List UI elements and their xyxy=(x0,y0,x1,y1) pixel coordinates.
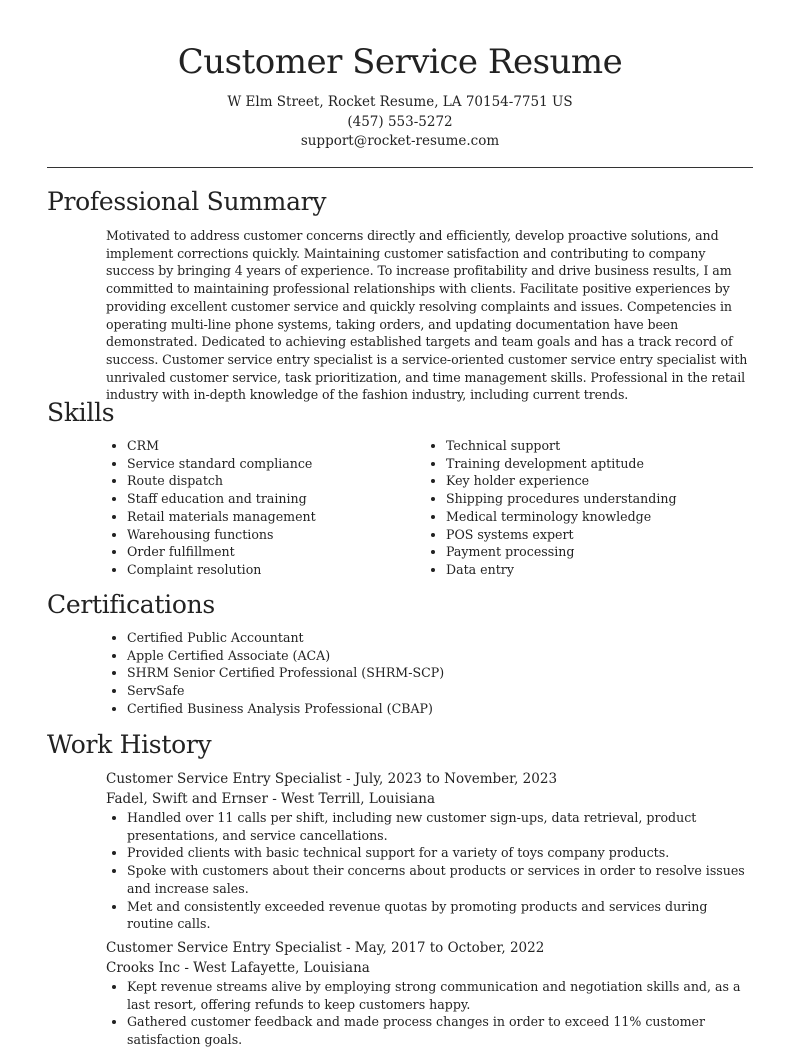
certifications-heading: Certifications xyxy=(47,590,215,619)
skill-item: Data entry xyxy=(425,561,677,579)
skill-item: Medical terminology knowledge xyxy=(425,508,677,526)
contact-email[interactable]: support@rocket-resume.com xyxy=(300,133,500,149)
certification-item: Certified Public Accountant xyxy=(106,629,444,647)
skill-item: Route dispatch xyxy=(106,472,316,490)
skill-item: CRM xyxy=(106,437,316,455)
skill-item: Technical support xyxy=(425,437,677,455)
job-duty-item: Gathered customer feedback and made process changes in order to exceed 11% customer satisfaction goals. xyxy=(106,1013,756,1048)
skill-item: Service standard compliance xyxy=(106,455,316,473)
skill-item: Order fulfillment xyxy=(106,543,316,561)
skill-item: Complaint resolution xyxy=(106,561,316,579)
work-history-heading: Work History xyxy=(47,730,212,759)
job-company-line: Crooks Inc - West Lafayette, Louisiana xyxy=(106,960,370,976)
contact-phone: (457) 553-5272 xyxy=(347,114,453,130)
contact-address: W Elm Street, Rocket Resume, LA 70154-7751 US xyxy=(227,94,573,110)
job-duty-item: Provided clients with basic technical support for a variety of toys company products. xyxy=(106,844,756,862)
summary-heading: Professional Summary xyxy=(47,187,327,216)
job-entry xyxy=(106,769,756,933)
skill-item: Retail materials management xyxy=(106,508,316,526)
summary-text: Motivated to address customer concerns directly and efficiently, develop proactive solutions, and implement corrections quickly. Maintaining customer satisfaction and contributing to company success by bringing 4 years of experience. To increase profitability and drive business results, I am committed to maintaining professional relationships with clients. Facilitate positive experiences by providing excellent customer service and quickly resolving complaints and issues. Competencies in operating multi-line phone systems, taking orders, and updating documentation have been demonstrated. Dedicated to achieving established targets and team goals and has a track record of success. Customer service entry specialist is a service-oriented customer service entry specialist with unrivaled customer service, task prioritization, and time management skills. Professional in the retail industry with in-depth knowledge of the fashion industry, including current trends. xyxy=(106,228,748,403)
certification-item: SHRM Senior Certified Professional (SHRM-SCP) xyxy=(106,664,444,682)
skill-item: Staff education and training xyxy=(106,490,316,508)
certification-item: Certified Business Analysis Professional (CBAP) xyxy=(106,700,444,718)
skill-item: Payment processing xyxy=(425,543,677,561)
skill-item: Warehousing functions xyxy=(106,526,316,544)
job-title-line: Customer Service Entry Specialist - July, 2023 to November, 2023 xyxy=(106,771,558,787)
skills-heading: Skills xyxy=(47,398,115,427)
job-duty-item: Spoke with customers about their concerns about products or services in order to resolve issues and increase sales. xyxy=(106,862,756,897)
skill-item: Key holder experience xyxy=(425,472,677,490)
skills-list-left xyxy=(106,437,316,579)
job-title-line: Customer Service Entry Specialist - May, 2017 to October, 2022 xyxy=(106,940,545,956)
job-duties-list xyxy=(106,809,756,933)
certifications-list xyxy=(106,629,444,718)
skills-list-right xyxy=(425,437,677,579)
skill-item: Shipping procedures understanding xyxy=(425,490,677,508)
job-duty-item: Handled over 11 calls per shift, including new customer sign-ups, data retrieval, product presentations, and service cancellations. xyxy=(106,809,756,844)
certification-item: Apple Certified Associate (ACA) xyxy=(106,647,444,665)
skill-item: POS systems expert xyxy=(425,526,677,544)
header-divider xyxy=(47,167,753,168)
job-duties-list xyxy=(106,978,756,1049)
skill-item: Training development aptitude xyxy=(425,455,677,473)
resume-title: Customer Service Resume xyxy=(177,42,623,82)
job-company-line: Fadel, Swift and Ernser - West Terrill, Louisiana xyxy=(106,791,435,807)
certification-item: ServSafe xyxy=(106,682,444,700)
job-entry xyxy=(106,938,756,1049)
job-duty-item: Met and consistently exceeded revenue quotas by promoting products and services during routine calls. xyxy=(106,898,756,933)
job-duty-item: Kept revenue streams alive by employing strong communication and negotiation skills and, as a last resort, offering refunds to keep customers happy. xyxy=(106,978,756,1013)
